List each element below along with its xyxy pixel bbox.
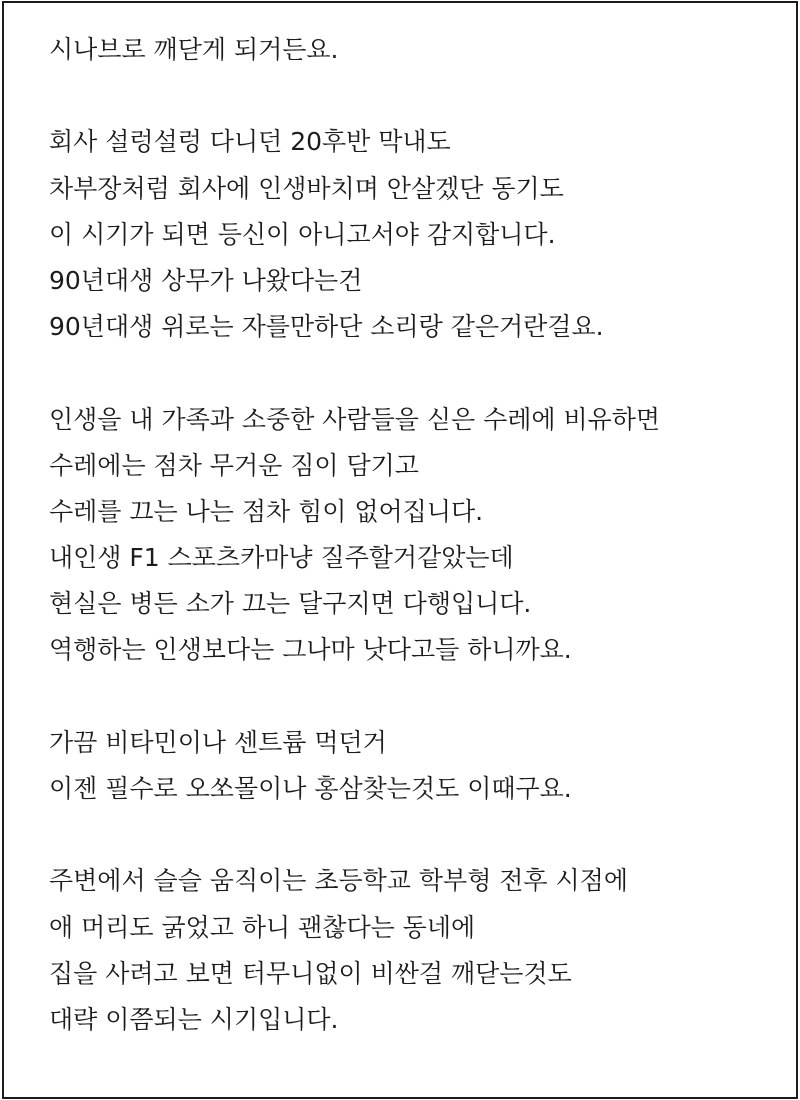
- text-line: 대략 이쯤되는 시기입니다.: [49, 1004, 339, 1034]
- post-body-text: [49, 27, 789, 1043]
- text-line: 내인생 F1 스포츠카마냥 질주할거같았는데: [49, 543, 514, 573]
- text-line: 차부장처럼 회사에 인생바치며 안살겠단 동기도: [49, 173, 564, 203]
- paragraph-gap: [49, 674, 789, 720]
- paragraph-gap: [49, 73, 789, 119]
- text-line: 이 시기가 되면 등신이 아니고서야 감지합니다.: [49, 219, 556, 249]
- text-line: 집을 사려고 보면 터무니없이 비싼걸 깨닫는것도: [49, 958, 572, 988]
- text-line: 90년대생 위로는 자를만하단 소리랑 같은거란걸요.: [49, 312, 604, 342]
- text-line: 주변에서 슬슬 움직이는 초등학교 학부형 전후 시점에: [49, 866, 628, 896]
- text-line: 이젠 필수로 오쏘몰이나 홍삼찾는것도 이때구요.: [49, 774, 572, 803]
- text-line: 시나브로 깨닫게 되거든요.: [49, 35, 339, 64]
- paragraph-gap: [49, 812, 789, 858]
- text-line: 가끔 비타민이나 센트륨 먹던거: [49, 727, 387, 757]
- text-line: 역행하는 인생보다는 그나마 낫다고들 하니까요.: [49, 635, 572, 665]
- document-frame: [2, 1, 798, 1099]
- text-line: 수레에는 점차 무거운 짐이 담기고: [49, 450, 419, 480]
- text-line: 90년대생 상무가 나왔다는건: [49, 265, 363, 295]
- text-line: 인생을 내 가족과 소중한 사람들을 싣은 수레에 비유하면: [49, 404, 661, 434]
- text-line: 현실은 병든 소가 끄는 달구지면 다행입니다.: [49, 589, 532, 619]
- text-line: 애 머리도 굵었고 하니 괜찮다는 동네에: [49, 912, 476, 942]
- text-line: 회사 설렁설렁 다니던 20후반 막내도: [49, 127, 451, 157]
- text-line: 수레를 끄는 나는 점차 힘이 없어집니다.: [49, 496, 484, 526]
- paragraph-gap: [49, 350, 789, 396]
